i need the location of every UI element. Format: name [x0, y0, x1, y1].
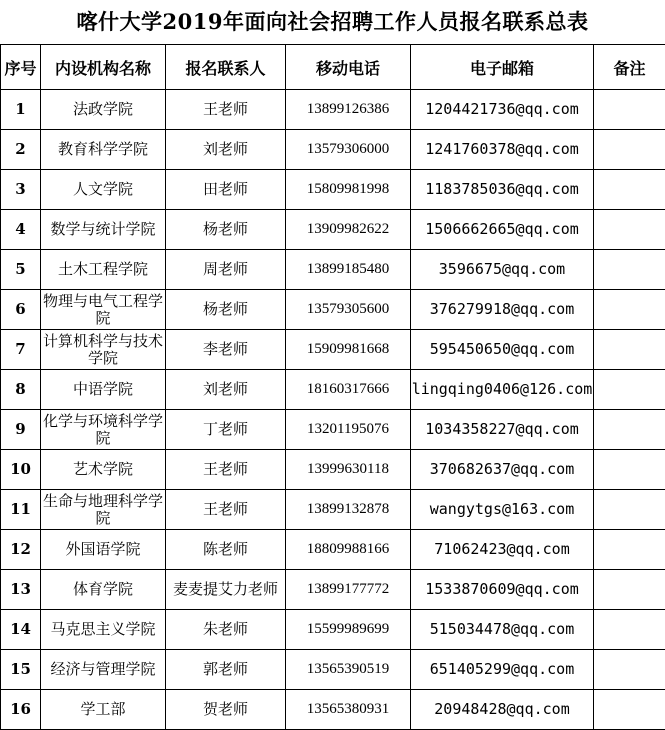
header-email: 电子邮箱 [411, 45, 594, 90]
department-cell: 教育科学学院 [41, 130, 166, 170]
email-cell: 651405299@qq.com [411, 650, 594, 690]
email-cell: lingqing0406@126.com [411, 370, 594, 410]
department-cell: 化学与环境科学学院 [41, 410, 166, 450]
note-cell [594, 290, 665, 330]
note-cell [594, 690, 665, 730]
note-cell [594, 330, 665, 370]
department-cell: 艺术学院 [41, 450, 166, 490]
department-cell: 物理与电气工程学院 [41, 290, 166, 330]
row-index: 15 [1, 650, 41, 690]
row-index: 8 [1, 370, 41, 410]
row-index: 7 [1, 330, 41, 370]
email-cell: 3596675@qq.com [411, 250, 594, 290]
note-cell [594, 650, 665, 690]
table-row [1, 170, 665, 210]
department-cell: 中语学院 [41, 370, 166, 410]
row-index: 4 [1, 210, 41, 250]
email-cell: 1506662665@qq.com [411, 210, 594, 250]
row-index: 13 [1, 570, 41, 610]
phone-cell: 13579306000 [286, 130, 411, 170]
email-cell: wangytgs@163.com [411, 490, 594, 530]
phone-cell: 13201195076 [286, 410, 411, 450]
email-cell: 1034358227@qq.com [411, 410, 594, 450]
table-row [1, 250, 665, 290]
email-cell: 1183785036@qq.com [411, 170, 594, 210]
note-cell [594, 610, 665, 650]
row-index: 10 [1, 450, 41, 490]
phone-cell: 13899185480 [286, 250, 411, 290]
note-cell [594, 410, 665, 450]
header-department: 内设机构名称 [41, 45, 166, 90]
phone-cell: 13899177772 [286, 570, 411, 610]
note-cell [594, 250, 665, 290]
table-row [1, 530, 665, 570]
table-row [1, 650, 665, 690]
header-phone: 移动电话 [286, 45, 411, 90]
row-index: 14 [1, 610, 41, 650]
email-cell: 1204421736@qq.com [411, 90, 594, 130]
table-row [1, 490, 665, 530]
row-index: 1 [1, 90, 41, 130]
email-cell: 376279918@qq.com [411, 290, 594, 330]
table-row [1, 690, 665, 730]
contact-cell: 王老师 [166, 450, 286, 490]
phone-cell: 13899132878 [286, 490, 411, 530]
note-cell [594, 130, 665, 170]
phone-cell: 18809988166 [286, 530, 411, 570]
phone-cell: 15809981998 [286, 170, 411, 210]
department-cell: 体育学院 [41, 570, 166, 610]
phone-cell: 15599989699 [286, 610, 411, 650]
header-index: 序号 [1, 45, 41, 90]
contact-cell: 杨老师 [166, 290, 286, 330]
department-cell: 马克思主义学院 [41, 610, 166, 650]
department-cell: 法政学院 [41, 90, 166, 130]
row-index: 5 [1, 250, 41, 290]
contact-cell: 王老师 [166, 90, 286, 130]
document-title: 喀什大学2019年面向社会招聘工作人员报名联系总表 [0, 0, 665, 44]
contact-table [0, 44, 665, 730]
contact-cell: 田老师 [166, 170, 286, 210]
table-row [1, 370, 665, 410]
phone-cell: 13565390519 [286, 650, 411, 690]
note-cell [594, 210, 665, 250]
table-row [1, 290, 665, 330]
phone-cell: 13999630118 [286, 450, 411, 490]
note-cell [594, 570, 665, 610]
note-cell [594, 490, 665, 530]
note-cell [594, 370, 665, 410]
phone-cell: 15909981668 [286, 330, 411, 370]
phone-cell: 13579305600 [286, 290, 411, 330]
row-index: 9 [1, 410, 41, 450]
contact-cell: 刘老师 [166, 370, 286, 410]
phone-cell: 13565380931 [286, 690, 411, 730]
contact-cell: 丁老师 [166, 410, 286, 450]
contact-cell: 周老师 [166, 250, 286, 290]
header-row [1, 45, 665, 90]
phone-cell: 13909982622 [286, 210, 411, 250]
contact-cell: 朱老师 [166, 610, 286, 650]
contact-cell: 麦麦提艾力老师 [166, 570, 286, 610]
note-cell [594, 90, 665, 130]
row-index: 6 [1, 290, 41, 330]
department-cell: 学工部 [41, 690, 166, 730]
contact-cell: 贺老师 [166, 690, 286, 730]
table-row [1, 210, 665, 250]
table-row [1, 90, 665, 130]
contact-cell: 郭老师 [166, 650, 286, 690]
header-note: 备注 [594, 45, 665, 90]
contact-cell: 李老师 [166, 330, 286, 370]
row-index: 16 [1, 690, 41, 730]
department-cell: 外国语学院 [41, 530, 166, 570]
email-cell: 1533870609@qq.com [411, 570, 594, 610]
department-cell: 数学与统计学院 [41, 210, 166, 250]
phone-cell: 18160317666 [286, 370, 411, 410]
row-index: 12 [1, 530, 41, 570]
header-contact: 报名联系人 [166, 45, 286, 90]
email-cell: 71062423@qq.com [411, 530, 594, 570]
table-row [1, 330, 665, 370]
email-cell: 515034478@qq.com [411, 610, 594, 650]
table-row [1, 450, 665, 490]
email-cell: 370682637@qq.com [411, 450, 594, 490]
department-cell: 计算机科学与技术学院 [41, 330, 166, 370]
row-index: 3 [1, 170, 41, 210]
table-row [1, 610, 665, 650]
contact-cell: 陈老师 [166, 530, 286, 570]
email-cell: 595450650@qq.com [411, 330, 594, 370]
note-cell [594, 170, 665, 210]
department-cell: 生命与地理科学学院 [41, 490, 166, 530]
contact-cell: 杨老师 [166, 210, 286, 250]
contact-cell: 刘老师 [166, 130, 286, 170]
phone-cell: 13899126386 [286, 90, 411, 130]
department-cell: 经济与管理学院 [41, 650, 166, 690]
note-cell [594, 450, 665, 490]
department-cell: 土木工程学院 [41, 250, 166, 290]
row-index: 2 [1, 130, 41, 170]
note-cell [594, 530, 665, 570]
email-cell: 1241760378@qq.com [411, 130, 594, 170]
table-row [1, 410, 665, 450]
table-row [1, 570, 665, 610]
table-row [1, 130, 665, 170]
email-cell: 20948428@qq.com [411, 690, 594, 730]
row-index: 11 [1, 490, 41, 530]
contact-cell: 王老师 [166, 490, 286, 530]
department-cell: 人文学院 [41, 170, 166, 210]
